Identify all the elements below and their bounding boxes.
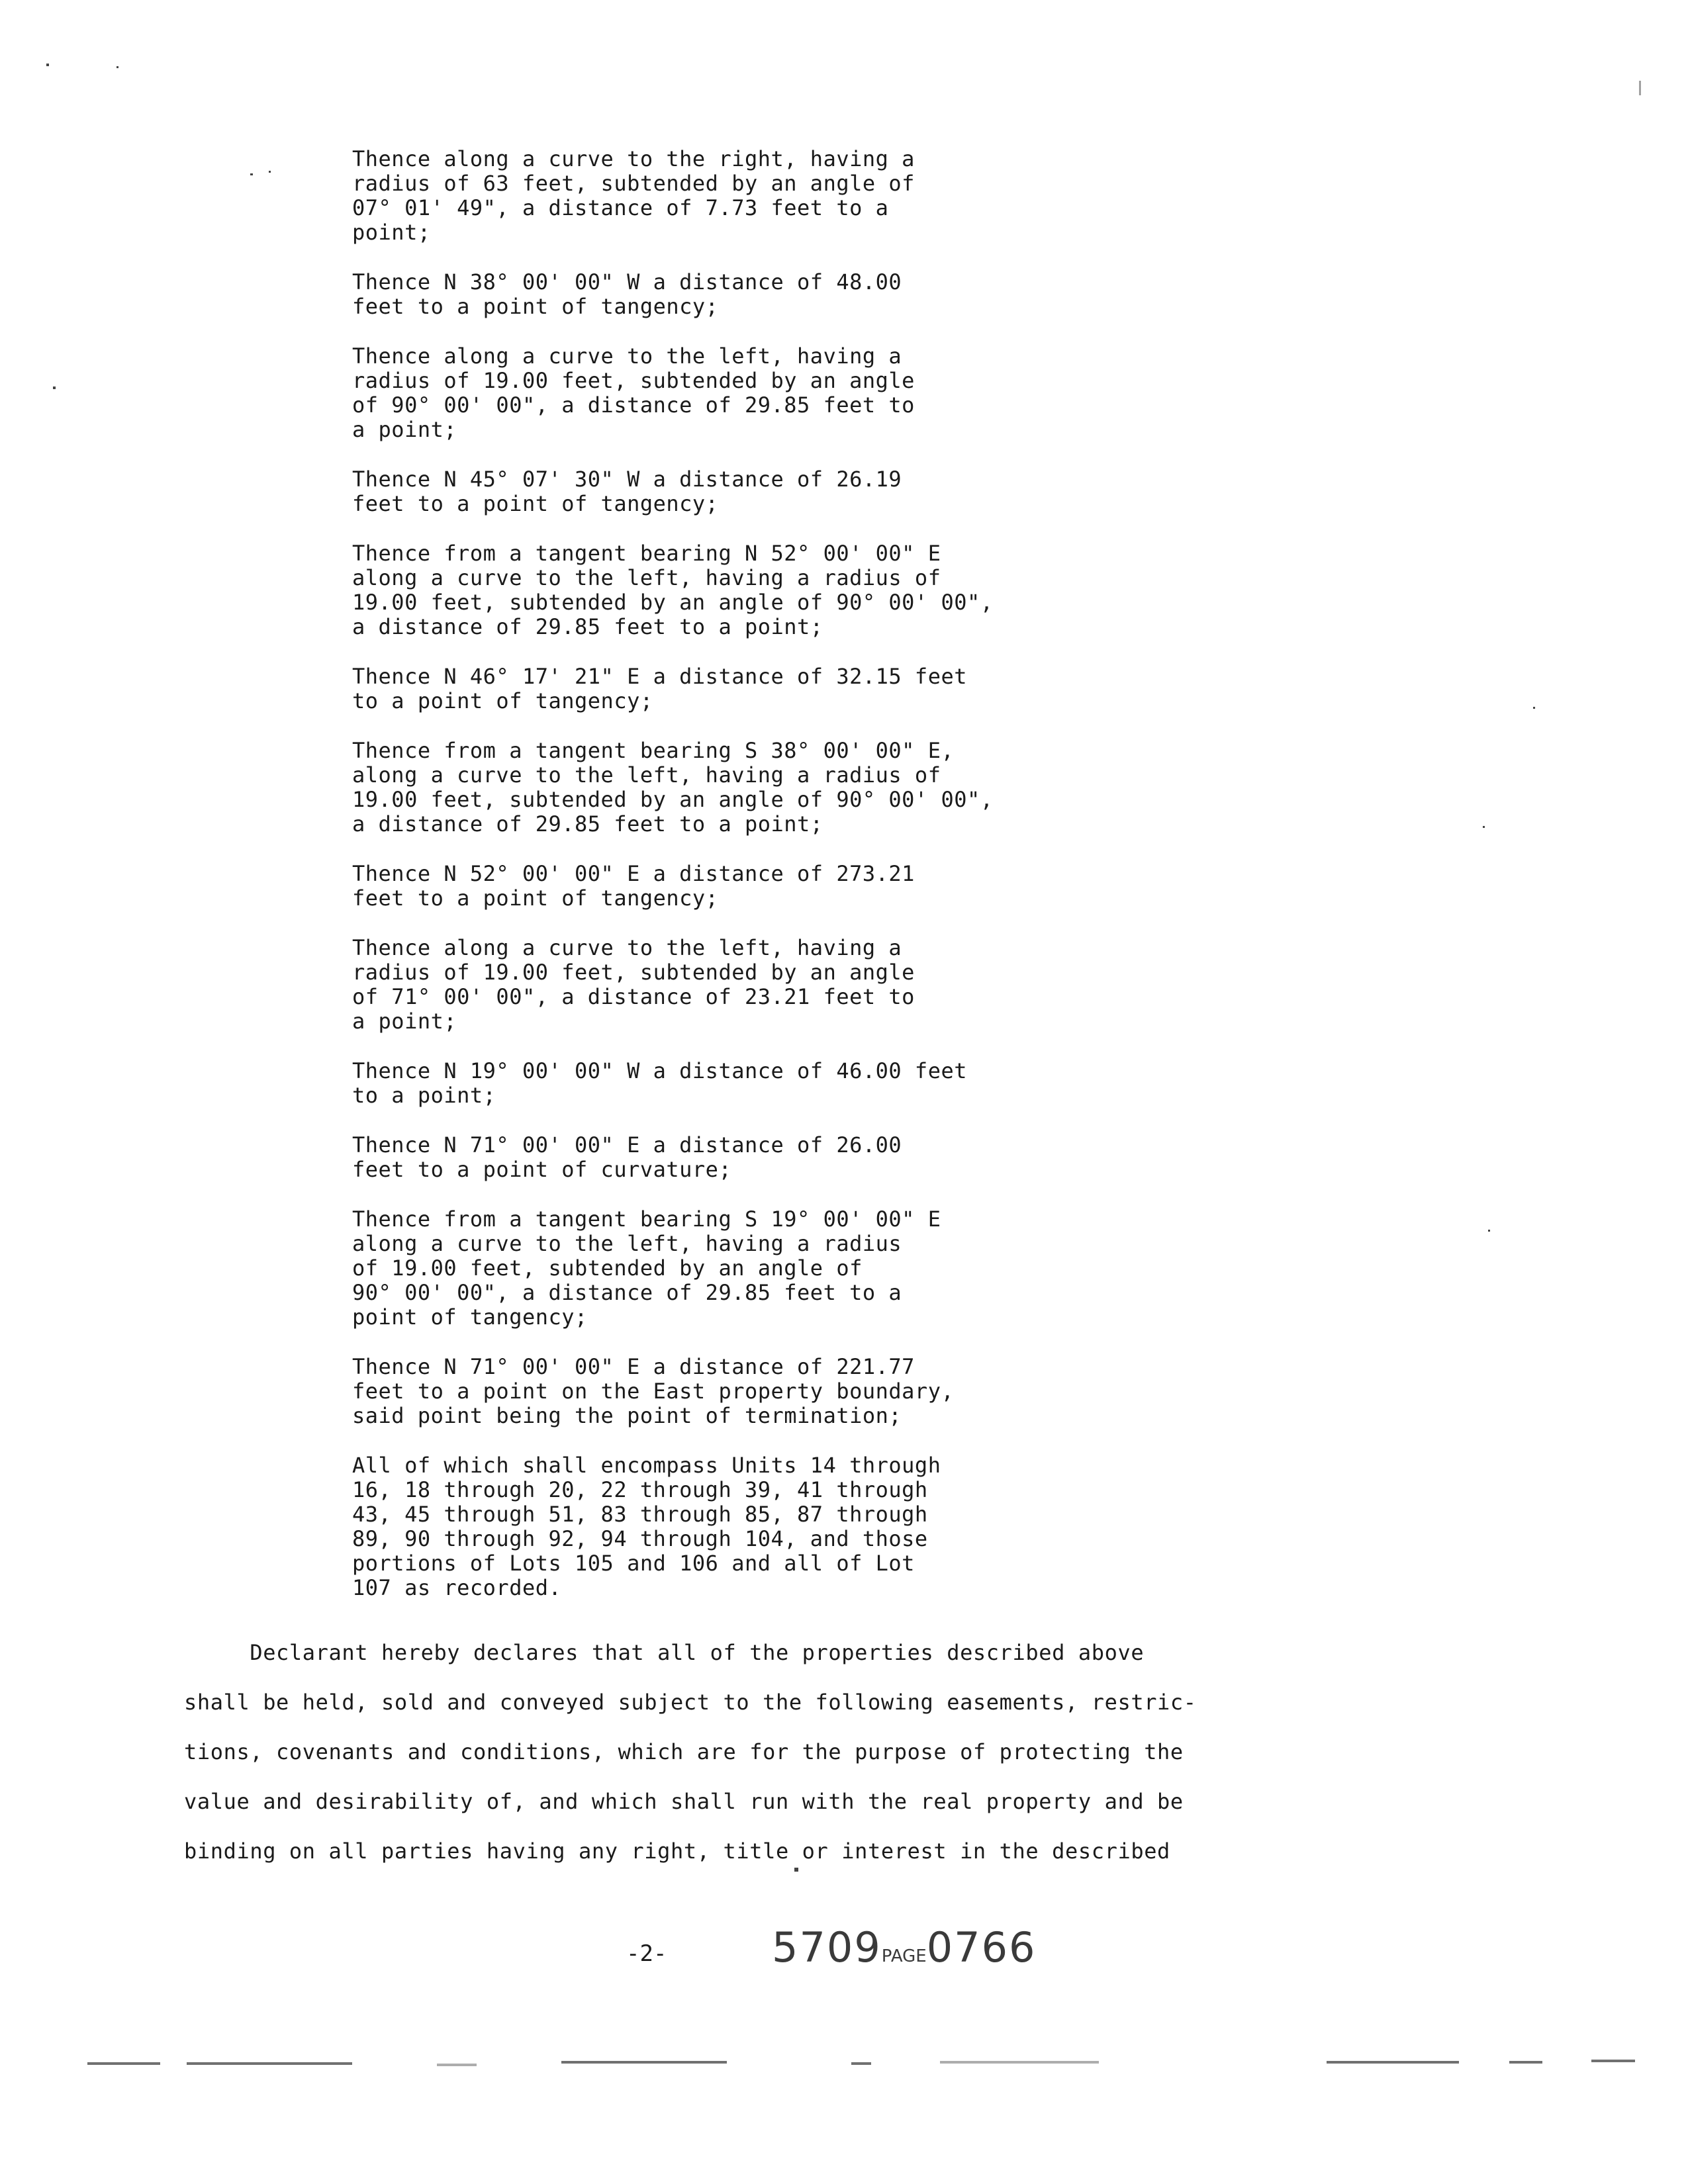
scan-speck <box>794 1868 798 1872</box>
scan-speck <box>117 66 118 68</box>
scan-smudge <box>1327 2061 1459 2064</box>
scan-smudge <box>187 2062 352 2065</box>
scan-smudge <box>1509 2061 1542 2064</box>
legal-paragraph: Thence N 46° 17' 21" E a distance of 32.15 feet to a point of tangency; <box>352 664 967 713</box>
declaration-line: shall be held, sold and conveyed subject to the following easements, restric- <box>184 1690 1197 1715</box>
legal-paragraph: Thence along a curve to the left, having a radius of 19.00 feet, subtended by an angle of 71° 00' 00", a distance of 23.21 feet to a point; <box>352 935 915 1034</box>
declaration-line: tions, covenants and conditions, which are for the purpose of protecting the <box>184 1739 1184 1764</box>
scan-speck <box>1639 81 1641 95</box>
scan-smudge <box>87 2062 160 2065</box>
legal-paragraph: All of which shall encompass Units 14 through 16, 18 through 20, 22 through 39, 41 through 43, 45 through 51, 83 through 85, 87 through 89, 90 through 92, 94 through 104, and those portions of Lots 105 and 106 and all of Lot 107 as recorded. <box>352 1453 941 1600</box>
declaration-text <box>184 1628 1197 1876</box>
legal-paragraph: Thence from a tangent bearing N 52° 00' 00" E along a curve to the left, having a radius of 19.00 feet, subtended by an angle of 90° 00' 00", a distance of 29.85 feet to a point; <box>352 541 994 639</box>
recording-stamp <box>772 1923 1037 1972</box>
scan-speck <box>1488 1230 1490 1232</box>
scan-smudge <box>1591 2060 1635 2062</box>
legal-paragraph: Thence N 71° 00' 00" E a distance of 26.00 feet to a point of curvature; <box>352 1132 902 1182</box>
scan-smudge <box>940 2061 1099 2064</box>
scan-speck <box>1533 707 1535 709</box>
legal-paragraph: Thence from a tangent bearing S 38° 00' 00" E, along a curve to the left, having a radius of 19.00 feet, subtended by an angle of 90° 00' 00", a distance of 29.85 feet to a point; <box>352 738 994 837</box>
scan-smudge <box>437 2064 477 2066</box>
legal-paragraph: Thence from a tangent bearing S 19° 00' 00" E along a curve to the left, having a radius of 19.00 feet, subtended by an angle of 90° 00' 00", a distance of 29.85 feet to a point of tangency; <box>352 1206 941 1330</box>
legal-description <box>352 147 1001 1625</box>
declaration-line: Declarant hereby declares that all of the properties described above <box>184 1640 1145 1665</box>
declaration-line: value and desirability of, and which shall run with the real property and be <box>184 1789 1184 1814</box>
stamp-book-number: 5709 <box>772 1923 882 1972</box>
stamp-page-number: 0766 <box>926 1923 1037 1972</box>
legal-paragraph: Thence along a curve to the left, having a radius of 19.00 feet, subtended by an angle of 90° 00' 00", a distance of 29.85 feet to a point; <box>352 343 915 442</box>
legal-paragraph: Thence N 38° 00' 00" W a distance of 48.00 feet to a point of tangency; <box>352 269 902 319</box>
legal-paragraph: Thence N 52° 00' 00" E a distance of 273.21 feet to a point of tangency; <box>352 861 915 911</box>
scan-smudge <box>851 2062 871 2065</box>
scan-speck <box>250 173 253 175</box>
stamp-page-label: PAGE <box>881 1946 927 1966</box>
legal-paragraph: Thence N 19° 00' 00" W a distance of 46.00 feet to a point; <box>352 1058 967 1108</box>
scan-speck <box>1483 826 1485 828</box>
scan-smudge <box>561 2061 727 2064</box>
legal-paragraph: Thence N 45° 07' 30" W a distance of 26.19 feet to a point of tangency; <box>352 467 902 516</box>
legal-paragraph: Thence N 71° 00' 00" E a distance of 221.77 feet to a point on the East property boundary, said point being the point of termination; <box>352 1354 955 1428</box>
scan-speck <box>46 64 49 66</box>
declaration-line: binding on all parties having any right, title or interest in the described <box>184 1839 1170 1864</box>
scan-speck <box>53 387 56 389</box>
page-number: -2- <box>626 1940 667 1967</box>
scan-speck <box>269 171 271 173</box>
legal-paragraph: Thence along a curve to the right, having a radius of 63 feet, subtended by an angle of 07° 01' 49", a distance of 7.73 feet to a point; <box>352 146 915 245</box>
